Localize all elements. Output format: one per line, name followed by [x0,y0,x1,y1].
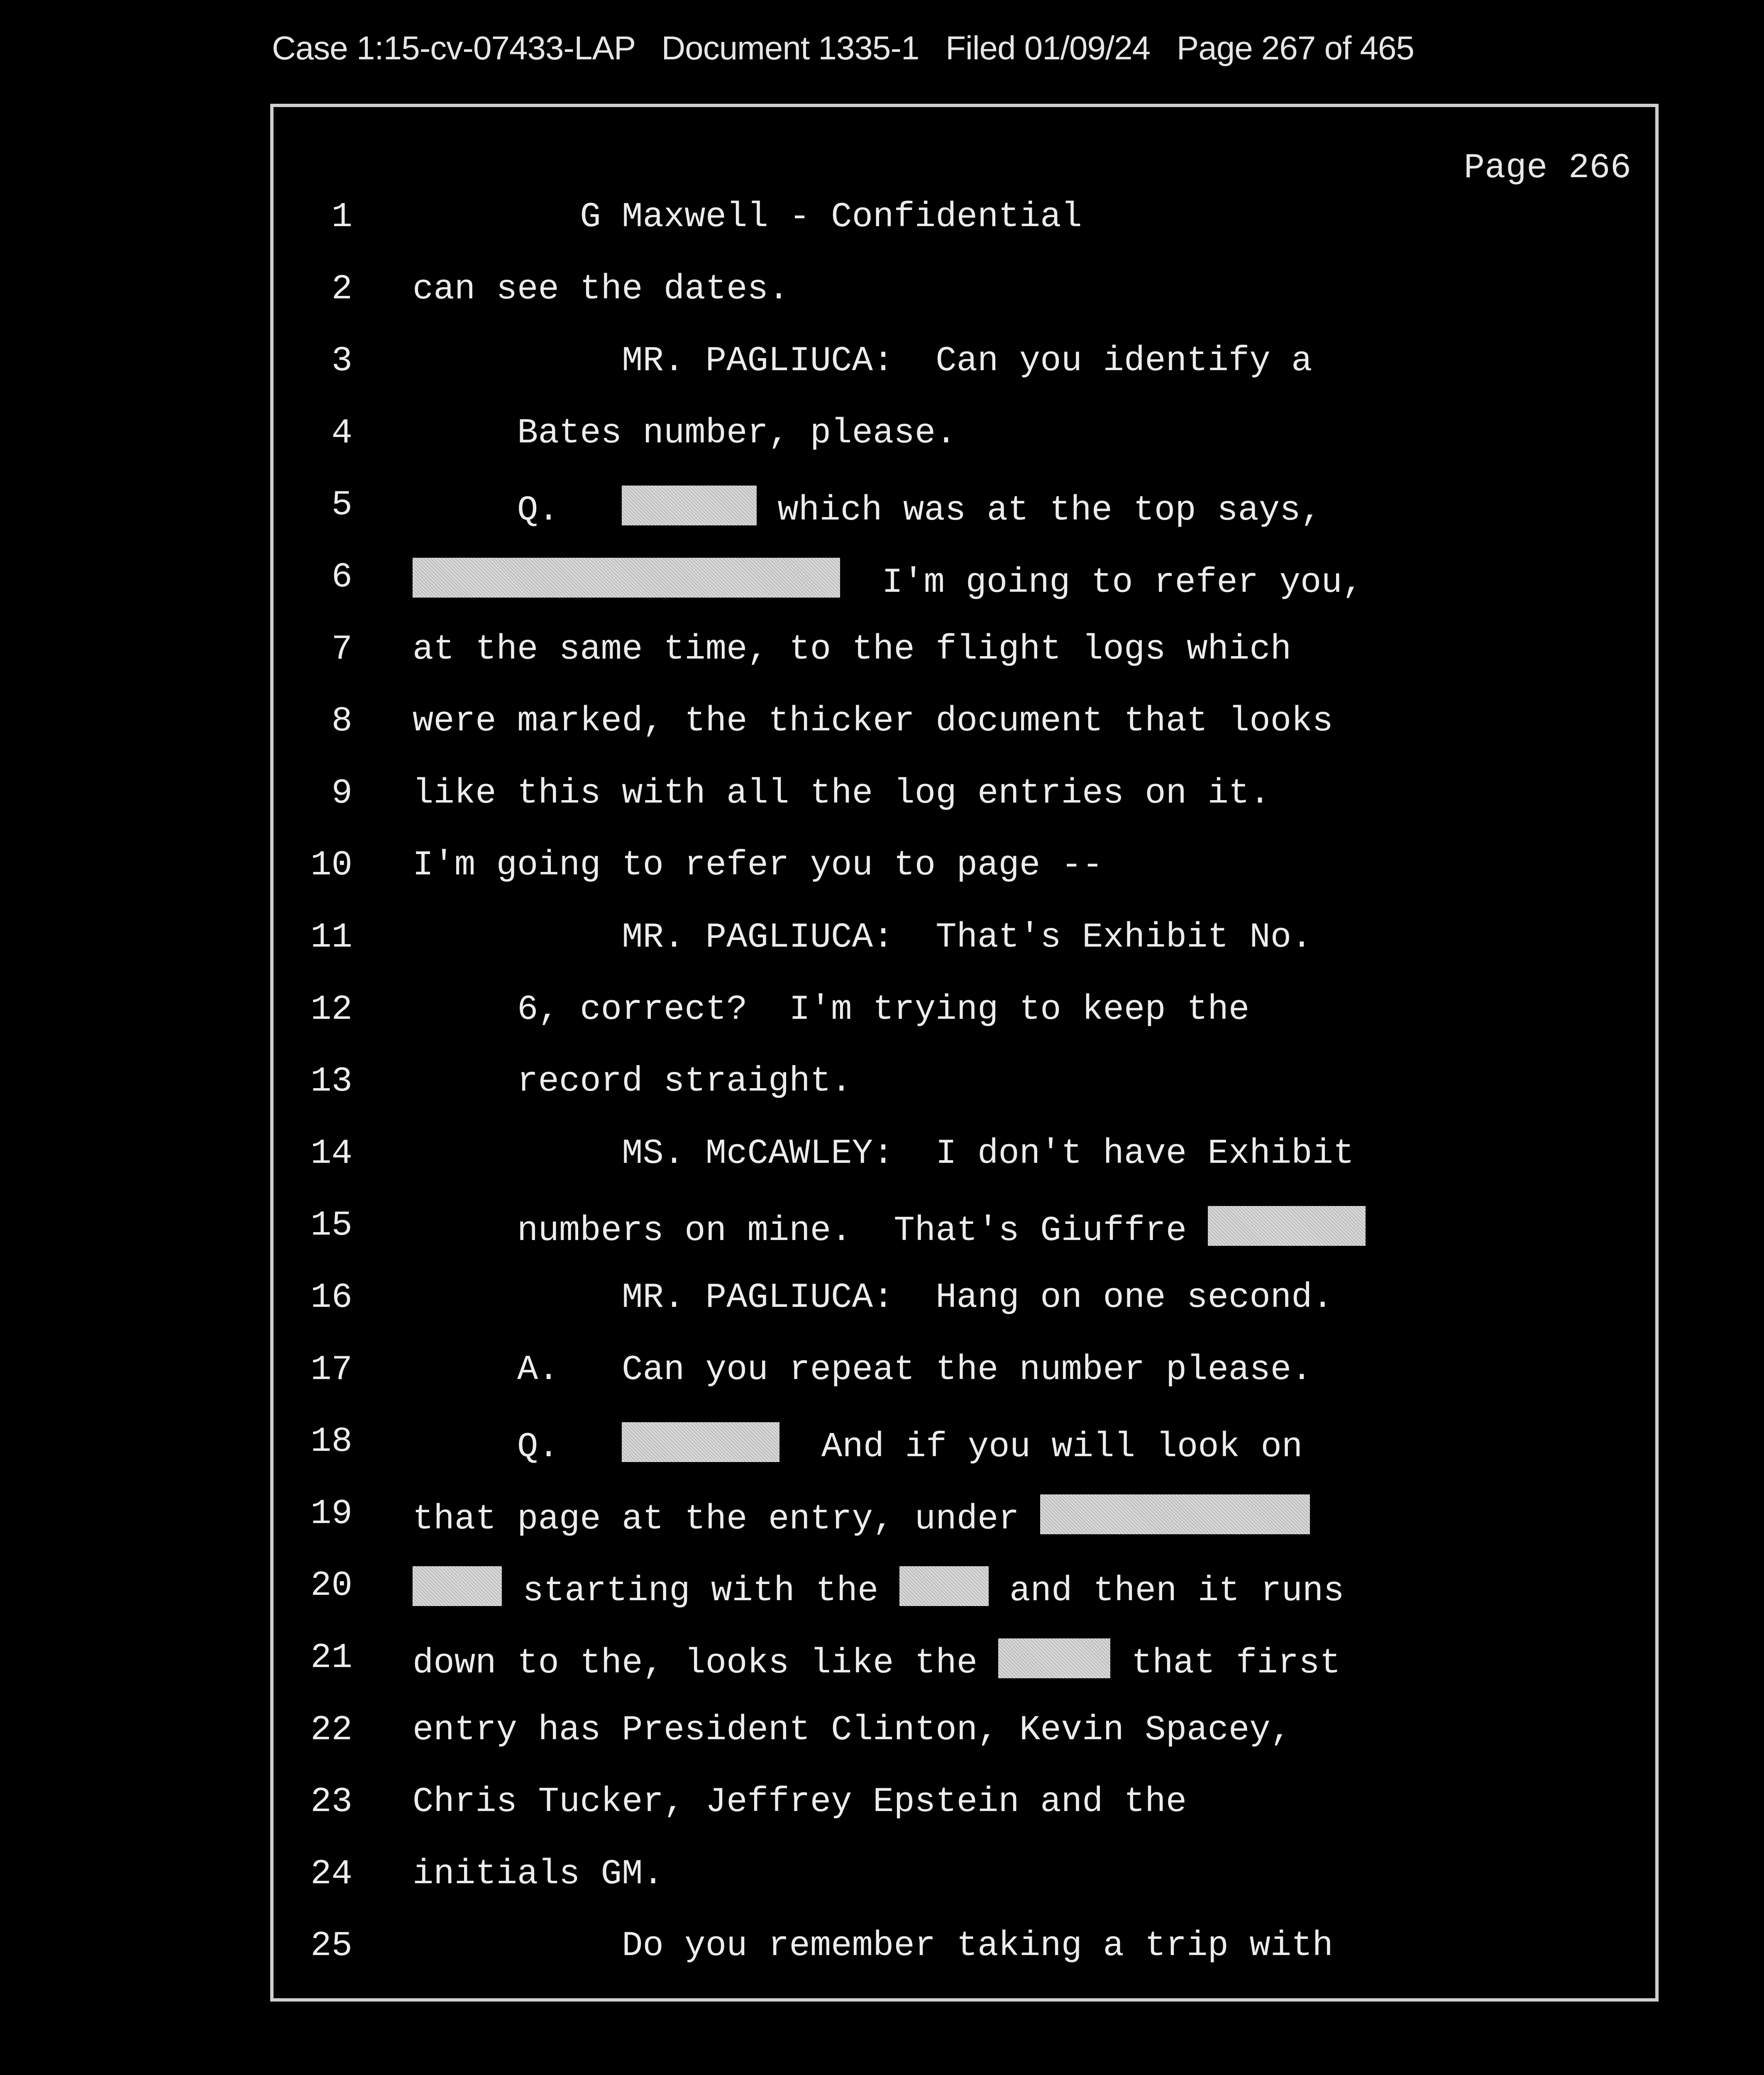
text-segment: that first [1110,1644,1341,1683]
text-segment: Q. [413,1428,622,1467]
text-segment: MR. PAGLIUCA: That's Exhibit No. [413,918,1312,957]
line-text [413,558,1363,603]
line-text [413,1062,852,1101]
line-text [413,270,789,309]
line-text [413,1638,1341,1683]
transcript-line [274,1206,1643,1256]
line-number: 8 [331,702,352,742]
line-text [413,486,1322,530]
line-number: 19 [310,1494,352,1534]
line-text [413,1206,1366,1251]
redaction-box [413,1566,502,1606]
text-segment: starting with the [502,1572,899,1611]
text-segment: entry has President Clinton, Kevin Spacey, [413,1710,1292,1750]
text-segment: record straight. [413,1062,852,1102]
text-segment: numbers on mine. That's Giuffre [413,1211,1208,1251]
line-number: 10 [310,846,352,886]
transcript-line [274,1855,1643,1904]
line-number: 7 [331,630,352,669]
line-number: 6 [331,558,352,597]
text-segment: initials GM. [413,1854,664,1894]
line-number: 5 [331,486,352,525]
text-segment: can see the dates. [413,269,789,309]
redaction-box [413,558,840,598]
text-segment: G Maxwell - Confidential [413,198,1082,237]
line-text [413,1711,1291,1750]
text-segment: like this with all the log entries on it. [413,774,1270,813]
text-segment: 6, correct? I'm trying to keep the [413,990,1250,1030]
line-text [413,1494,1310,1539]
line-number: 17 [310,1350,352,1390]
line-number: 4 [331,413,352,453]
text-segment: were marked, the thicker document that looks [413,702,1333,742]
text-segment: that page at the entry, under [413,1499,1041,1539]
transcript-line [274,1278,1643,1328]
transcript-line [274,1926,1643,1976]
text-segment: at the same time, to the flight logs which [413,630,1292,669]
transcript-frame [270,104,1659,2002]
line-number: 14 [310,1134,352,1174]
transcript-line [274,198,1643,247]
transcript-page-number: Page 266 [1463,149,1631,188]
line-text [413,1855,664,1894]
line-text [413,918,1312,957]
line-text [413,198,1082,237]
line-number: 9 [331,774,352,813]
line-number: 21 [310,1638,352,1678]
line-number: 3 [331,342,352,381]
text-segment: Bates number, please. [413,413,957,453]
transcript-line [274,1422,1643,1472]
transcript-line [274,774,1643,824]
line-number: 18 [310,1422,352,1462]
text-segment: Chris Tucker, Jeffrey Epstein and the [413,1782,1187,1822]
transcript-line [274,990,1643,1040]
text-segment: A. Can you repeat the number please. [413,1350,1312,1390]
transcript-line [274,270,1643,320]
text-segment: down to the, looks like the [413,1644,999,1683]
text-segment: MR. PAGLIUCA: Can you identify a [413,342,1312,381]
text-segment: I'm going to refer you to page -- [413,846,1103,886]
text-segment: I'm going to refer you, [840,563,1363,603]
line-text [413,1926,1333,1966]
text-segment: Do you remember taking a trip with [413,1926,1333,1966]
text-segment: MR. PAGLIUCA: Hang on one second. [413,1278,1333,1318]
line-text [413,1422,1302,1467]
line-number: 15 [310,1206,352,1246]
redaction-box [1208,1206,1366,1246]
text-segment: and then it runs [988,1572,1344,1611]
transcript-line [274,486,1643,535]
line-text [413,774,1270,813]
transcript-line [274,1494,1643,1544]
redaction-box [622,486,757,525]
line-text [413,1566,1344,1611]
line-text [413,342,1312,381]
line-number: 13 [310,1062,352,1102]
case-header: Case 1:15-cv-07433-LAP Document 1335-1 Filed 01/09/24 Page 267 of 465 [272,29,1415,66]
transcript-line [274,1782,1643,1832]
line-number: 22 [310,1710,352,1750]
transcript-line [274,846,1643,896]
line-text [413,1278,1333,1318]
line-text [413,846,1103,885]
transcript-line [274,630,1643,680]
line-number: 24 [310,1854,352,1894]
redaction-box [622,1422,779,1462]
transcript-line [274,1350,1643,1400]
line-text [413,990,1249,1030]
line-text [413,414,957,453]
line-number: 25 [310,1926,352,1966]
text-segment: which was at the top says, [757,491,1322,531]
line-number: 23 [310,1782,352,1822]
transcript-line [274,1566,1643,1616]
text-segment: MS. McCAWLEY: I don't have Exhibit [413,1134,1354,1174]
line-text [413,1134,1354,1174]
transcript-line [274,918,1643,968]
line-text [413,630,1291,669]
transcript-line [274,1062,1643,1112]
transcript-line [274,1638,1643,1688]
text-segment: Q. [413,491,622,531]
transcript-line [274,558,1643,608]
line-number: 16 [310,1278,352,1318]
line-number: 12 [310,990,352,1030]
transcript-line [274,702,1643,752]
line-text [413,1782,1187,1822]
line-number: 20 [310,1566,352,1606]
redaction-box [1040,1494,1310,1534]
line-number: 2 [331,269,352,309]
line-text [413,1350,1312,1390]
redaction-box [899,1566,989,1606]
transcript-line [274,342,1643,391]
transcript-line [274,1134,1643,1184]
line-number: 1 [331,198,352,237]
transcript-line [274,414,1643,464]
text-segment: And if you will look on [779,1428,1303,1467]
transcript-line [274,1711,1643,1760]
line-number: 11 [310,918,352,957]
line-text [413,702,1333,741]
redaction-box [998,1638,1110,1678]
